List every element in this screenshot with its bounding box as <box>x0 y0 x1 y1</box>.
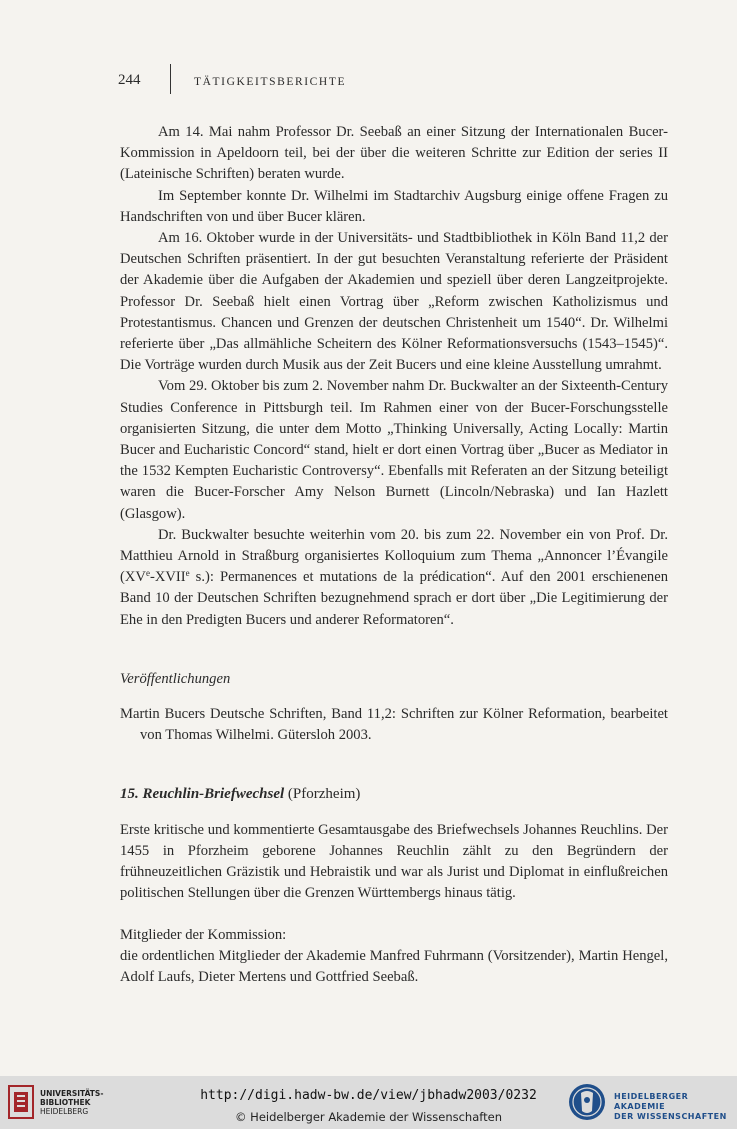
document-url-link[interactable]: http://digi.hadw-bw.de/view/jbhadw2003/0232 <box>200 1088 537 1103</box>
running-head: TÄTIGKEITSBERICHTE <box>194 76 347 88</box>
university-library-name[interactable]: UNIVERSITÄTS- BIBLIOTHEK HEIDELBERG <box>40 1089 104 1116</box>
viewer-footer <box>0 1076 737 1129</box>
copyright-notice: © Heidelberger Akademie der Wissenschaften <box>235 1110 502 1124</box>
section-description: Erste kritische und kommentierte Gesamtausgabe des Briefwechsels Johannes Reuchlins. Der 1455 in Pforzheim geborene Johannes Reuchlin zählt zu den Begründern der frühneuzeitlichen Gräzistik und Hebraistik und war als Jurist und Diplomat in einflußreichen politischen Stellungen über die Grenzen Württembergs hinaus tätig. <box>120 821 668 902</box>
paragraph: Vom 29. Oktober bis zum 2. November nahm Dr. Buckwalter an der Sixteenth-Century Studies Conference in Pittsburgh teil. Im Rahmen einer von der Bucer-Forschungsstelle organisierten Sitzung, die unter dem Motto „Thinking Universally, Acting Locally: Martin Bucer and Eucharistic Concord“ stand, hielt er dort einen Vortrag über „Bucer as Mediator in the 1532 Kempten Eucharistic Controversy“. Ebenfalls mit Referaten an der Sitzung beteiligt waren die Bucer-Forscher Amy Nelson Burnett (Lincoln/Nebraska) und Ian Hazlett (Glasgow). <box>120 378 668 522</box>
paragraph: Am 14. Mai nahm Professor Dr. Seebaß an einer Sitzung der Internationalen Bucer-Kommission in Apeldoorn teil, bei der über die weiteren Schritte zur Edition der series II (Lateinische Schriften) beraten wurde. <box>120 124 668 183</box>
publications-heading: Veröffentlichungen <box>120 670 231 687</box>
academy-seal-icon[interactable] <box>567 1081 607 1123</box>
section-place: (Pforzheim) <box>284 786 361 803</box>
paragraph: Im September konnte Dr. Wilhelmi im Stadtarchiv Augsburg einige offene Fragen zu Handschriften von und über Bucer klären. <box>120 187 668 225</box>
section-heading <box>120 784 668 805</box>
body-text <box>120 122 668 988</box>
section-title: 15. Reuchlin-Briefwechsel <box>120 786 285 803</box>
members-label: Mitglieder der Kommission: <box>120 926 287 943</box>
paragraph: Dr. Buckwalter besuchte weiterhin vom 20. bis zum 22. November ein von Prof. Dr. Matthieu Arnold in Straßburg organisiertes Kolloquium zum Thema „Annoncer l’Évangile (XVe-XVIIe s.): Permanences et mutations de la prédication“. Auf den 2001 erschienenen Band 10 der Deutschen Schriften bezugnehmend sprach er dort über „Die Legitimierung der Ehe in den Predigten Bucers und anderer Reformatoren“. <box>120 526 668 628</box>
publication-entry: Martin Bucers Deutsche Schriften, Band 11,2: Schriften zur Kölner Reformation, bearbeitet von Thomas Wilhelmi. Gütersloh 2003. <box>120 706 668 744</box>
page-number: 244 <box>118 72 141 88</box>
paragraph: Am 16. Oktober wurde in der Universitäts- und Stadtbibliothek in Köln Band 11,2 der Deutschen Schriften präsentiert. In der gut besuchten Veranstaltung referierte der Präsident der Akademie über die Aufgaben der Akademien und speziell über deren Langzeitprojekte. Professor Dr. Seebaß hielt einen Vortrag über „Reform zwischen Katholizismus und Protestantismus. Chancen und Grenzen der deutschen Christenheit um 1540“. Dr. Wilhelmi referierte über „Das allmähliche Scheitern des Kölner Reformationsversuchs (1543–1545)“. Die Vorträge wurden durch Musik aus der Zeit Bucers und eine kleine Ausstellung umrahmt. <box>120 230 668 374</box>
header-divider <box>170 64 171 94</box>
academy-name[interactable]: HEIDELBERGER AKADEMIE DER WISSENSCHAFTEN <box>614 1092 727 1121</box>
members-text: die ordentlichen Mitglieder der Akademie Manfred Fuhrmann (Vorsitzender), Martin Hengel, Adolf Laufs, Dieter Mertens und Gottfried Seebaß. <box>120 947 668 985</box>
